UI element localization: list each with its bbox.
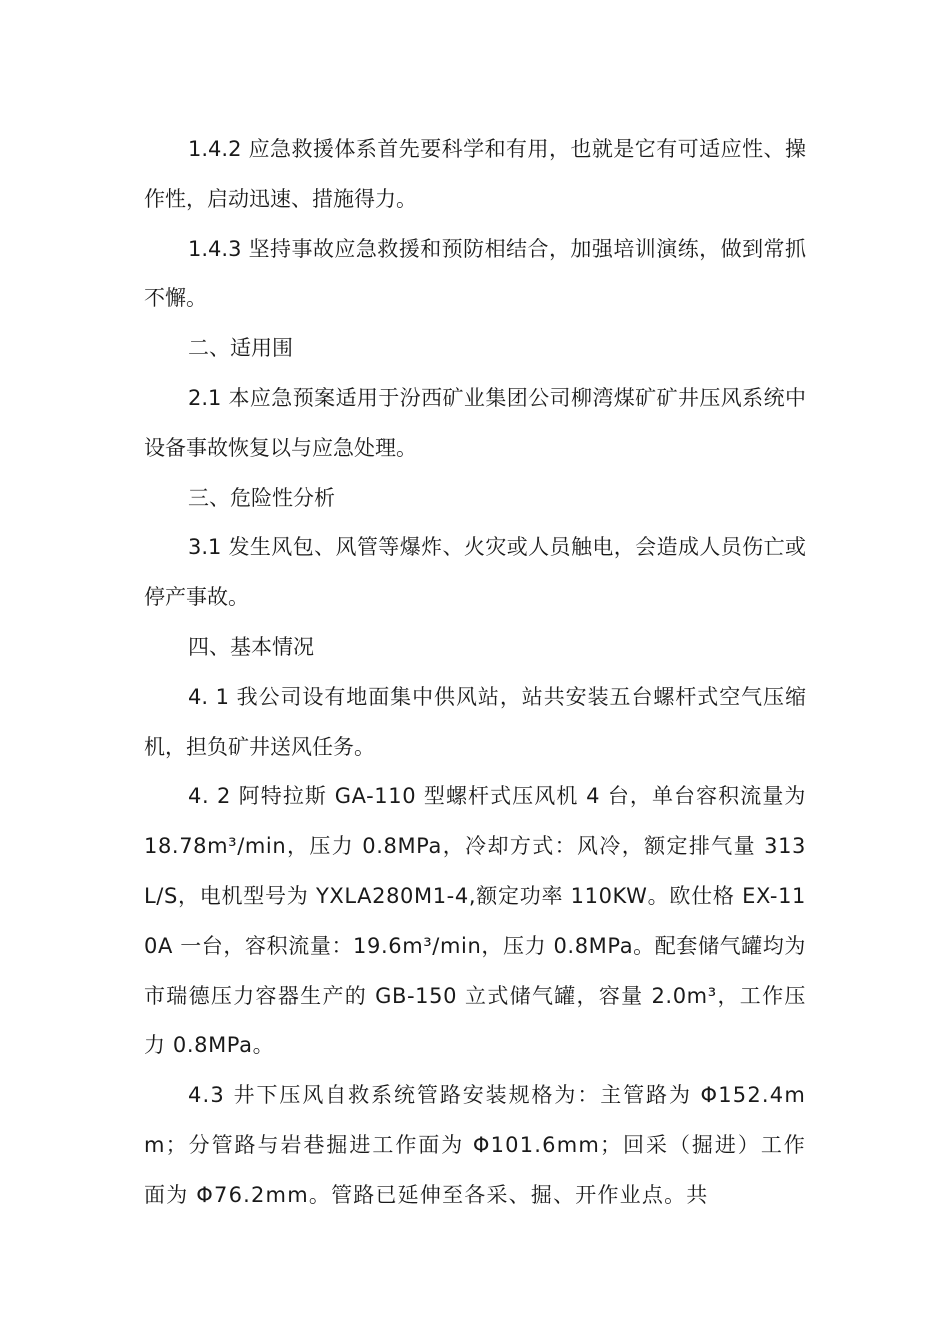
paragraph-4-2: 4. 2 阿特拉斯 GA-110 型螺杆式压风机 4 台，单台容积流量为 18.78m³/min，压力 0.8MPa，冷却方式：风冷，额定排气量 313L/S，电机型号为 YXLA280M1-4,额定功率 110KW。欧仕格 EX-110A 一台，容积流量：19.6m³/min，压力 0.8MPa。配套储气罐均为市瑞德压力容器生产的 GB-150 立式储气罐，容量 2.0m³，工作压力 0.8MPa。 <box>144 784 806 1058</box>
paragraph-4-3: 4.3 井下压风自救系统管路安装规格为：主管路为 Φ152.4mm；分管路与岩巷掘进工作面为 Φ101.6mm；回采（掘进）工作面为 Φ76.2mm。管路已延伸至各采、掘、开作业点。共 <box>144 1083 806 1207</box>
paragraph-2-1: 2.1 本应急预案适用于汾西矿业集团公司柳湾煤矿矿井压风系统中设备事故恢复以与应急处理。 <box>144 385 806 460</box>
paragraph-4-1: 4. 1 我公司设有地面集中供风站，站共安装五台螺杆式空气压缩机，担负矿井送风任务。 <box>144 684 806 759</box>
section-heading-scope: 二、适用围 <box>188 336 293 361</box>
section-heading-basic-info: 四、基本情况 <box>188 634 314 659</box>
paragraph-3-1: 3.1 发生风包、风管等爆炸、火灾或人员触电，会造成人员伤亡或停产事故。 <box>144 535 806 610</box>
document-body <box>144 125 806 1221</box>
paragraph-1-4-3: 1.4.3 坚持事故应急救援和预防相结合，加强培训演练，做到常抓不懈。 <box>144 236 806 311</box>
section-heading-risk-analysis: 三、危险性分析 <box>188 485 335 510</box>
paragraph-1-4-2: 1.4.2 应急救援体系首先要科学和有用，也就是它有可适应性、操作性，启动迅速、措施得力。 <box>144 137 806 211</box>
